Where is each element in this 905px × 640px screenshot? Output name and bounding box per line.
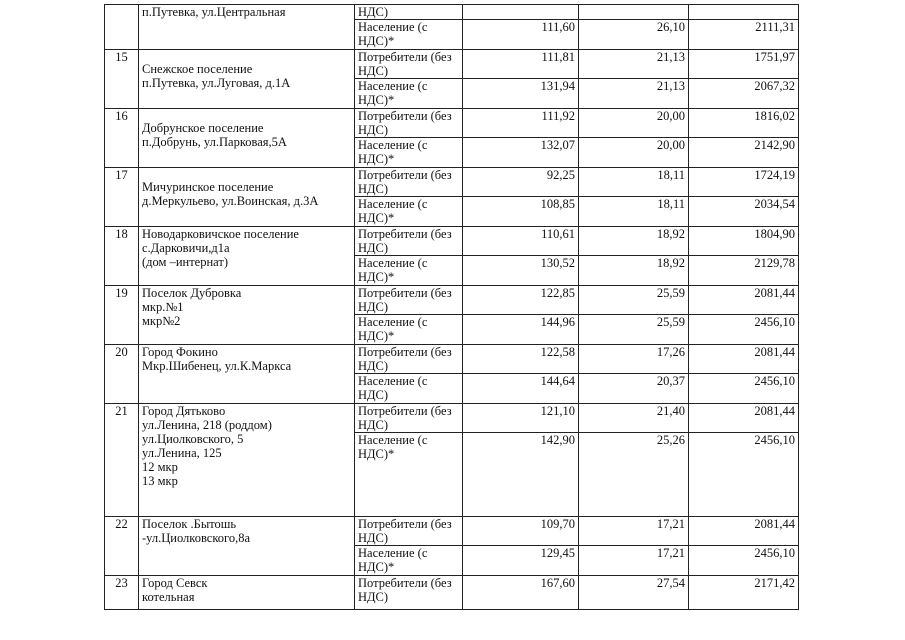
value-col-3: 2456,10 xyxy=(689,546,799,576)
location-cell xyxy=(139,286,355,345)
value-col-3: 1816,02 xyxy=(689,109,799,138)
location-cell xyxy=(139,109,355,168)
location-line: п.Путевка, ул.Луговая, д.1А xyxy=(142,76,291,90)
consumer-category: Население (с НДС)* xyxy=(355,79,463,109)
value-col-3: 2456,10 xyxy=(689,374,799,404)
location-line: Мичуринское поселение xyxy=(142,180,274,194)
value-col-3 xyxy=(689,5,799,20)
value-col-2: 20,37 xyxy=(579,374,689,404)
location-cell xyxy=(139,5,355,50)
location-line: п.Добрунь, ул.Парковая,5А xyxy=(142,135,287,149)
value-col-1: 142,90 xyxy=(463,433,579,517)
value-col-1: 144,64 xyxy=(463,374,579,404)
value-col-3: 2081,44 xyxy=(689,404,799,433)
table-row xyxy=(105,227,799,256)
location-line: 12 мкр xyxy=(142,460,178,474)
table-row xyxy=(105,109,799,138)
tariff-table-body xyxy=(105,5,799,610)
value-col-1: 108,85 xyxy=(463,197,579,227)
value-col-1: 132,07 xyxy=(463,138,579,168)
value-col-1: 121,10 xyxy=(463,404,579,433)
row-number: 23 xyxy=(105,576,139,610)
location-line: мкр№2 xyxy=(142,314,181,328)
consumer-category: Население (с НДС)* xyxy=(355,315,463,345)
value-col-2: 17,21 xyxy=(579,546,689,576)
value-col-2: 27,54 xyxy=(579,576,689,610)
table-row xyxy=(105,168,799,197)
consumer-category: Потребители (без НДС) xyxy=(355,517,463,546)
consumer-category: Население (с НДС)* xyxy=(355,256,463,286)
value-col-3: 1804,90 xyxy=(689,227,799,256)
consumer-category: Население (с НДС)* xyxy=(355,138,463,168)
value-col-1: 122,58 xyxy=(463,345,579,374)
value-col-2: 17,21 xyxy=(579,517,689,546)
location-line: ул.Ленина, 125 xyxy=(142,446,222,460)
consumer-category: Население (с НДС)* xyxy=(355,20,463,50)
location-line: мкр.№1 xyxy=(142,300,184,314)
location-line: Новодарковичское поселение xyxy=(142,227,299,241)
table-row xyxy=(105,286,799,315)
location-line: Снежское поселение xyxy=(142,62,253,76)
location-line: ул.Циолковского, 5 xyxy=(142,432,244,446)
value-col-3: 1724,19 xyxy=(689,168,799,197)
row-number: 18 xyxy=(105,227,139,286)
consumer-category: Население (с НДС)* xyxy=(355,546,463,576)
consumer-category: Потребители (без НДС) xyxy=(355,50,463,79)
location-line: (дом –интернат) xyxy=(142,255,228,269)
value-col-2: 25,59 xyxy=(579,315,689,345)
table-row xyxy=(105,517,799,546)
row-number: 19 xyxy=(105,286,139,345)
table-row xyxy=(105,576,799,610)
location-cell xyxy=(139,404,355,517)
value-col-3: 2067,32 xyxy=(689,79,799,109)
consumer-category: Население (с НДС)* xyxy=(355,197,463,227)
location-line: 13 мкр xyxy=(142,474,178,488)
value-col-2: 18,11 xyxy=(579,168,689,197)
location-cell xyxy=(139,168,355,227)
consumer-category: Потребители (без НДС) xyxy=(355,109,463,138)
value-col-2: 21,40 xyxy=(579,404,689,433)
value-col-1: 130,52 xyxy=(463,256,579,286)
consumer-category: Потребители (без НДС) xyxy=(355,286,463,315)
location-cell xyxy=(139,517,355,576)
location-line: Город Дятьково xyxy=(142,404,226,418)
row-number: 20 xyxy=(105,345,139,404)
location-line: Поселок .Бытошь xyxy=(142,517,237,531)
location-line: Город Севск xyxy=(142,576,208,590)
table-row xyxy=(105,50,799,79)
row-number: 21 xyxy=(105,404,139,517)
value-col-3: 2034,54 xyxy=(689,197,799,227)
value-col-3: 2081,44 xyxy=(689,517,799,546)
value-col-3: 1751,97 xyxy=(689,50,799,79)
value-col-1: 109,70 xyxy=(463,517,579,546)
consumer-category: Потребители (без НДС) xyxy=(355,576,463,610)
row-number: 17 xyxy=(105,168,139,227)
location-cell xyxy=(139,576,355,610)
row-number: 15 xyxy=(105,50,139,109)
value-col-1: 111,81 xyxy=(463,50,579,79)
value-col-3: 2081,44 xyxy=(689,345,799,374)
value-col-2: 18,92 xyxy=(579,227,689,256)
value-col-3: 2111,31 xyxy=(689,20,799,50)
table-row xyxy=(105,5,799,20)
location-line: -ул.Циолковского,8а xyxy=(142,531,251,545)
value-col-1: 110,61 xyxy=(463,227,579,256)
value-col-2: 25,59 xyxy=(579,286,689,315)
consumer-category: НДС) xyxy=(355,5,463,20)
value-col-3: 2171,42 xyxy=(689,576,799,610)
location-line: п.Путевка, ул.Центральная xyxy=(142,5,286,19)
value-col-1 xyxy=(463,5,579,20)
value-col-3: 2129,78 xyxy=(689,256,799,286)
value-col-2: 18,92 xyxy=(579,256,689,286)
value-col-2: 20,00 xyxy=(579,138,689,168)
value-col-3: 2456,10 xyxy=(689,315,799,345)
consumer-category: Потребители (без НДС) xyxy=(355,404,463,433)
value-col-1: 131,94 xyxy=(463,79,579,109)
location-line: Мкр.Шибенец, ул.К.Маркса xyxy=(142,359,292,373)
location-line: Город Фокино xyxy=(142,345,218,359)
consumer-category: Потребители (без НДС) xyxy=(355,227,463,256)
location-line: с.Дарковичи,д1а xyxy=(142,241,230,255)
value-col-1: 92,25 xyxy=(463,168,579,197)
location-line: Поселок Дубровка xyxy=(142,286,242,300)
value-col-2: 25,26 xyxy=(579,433,689,517)
location-line: Добрунское поселение xyxy=(142,121,264,135)
row-number: 22 xyxy=(105,517,139,576)
value-col-2: 20,00 xyxy=(579,109,689,138)
location-line: д.Меркульево, ул.Воинская, д.3А xyxy=(142,194,319,208)
consumer-category: Потребители (без НДС) xyxy=(355,168,463,197)
value-col-2: 17,26 xyxy=(579,345,689,374)
table-row xyxy=(105,345,799,374)
value-col-3: 2081,44 xyxy=(689,286,799,315)
table-row xyxy=(105,404,799,433)
value-col-2: 26,10 xyxy=(579,20,689,50)
value-col-2 xyxy=(579,5,689,20)
location-cell xyxy=(139,345,355,404)
value-col-1: 111,60 xyxy=(463,20,579,50)
value-col-1: 167,60 xyxy=(463,576,579,610)
value-col-1: 129,45 xyxy=(463,546,579,576)
consumer-category: Потребители (без НДС) xyxy=(355,345,463,374)
location-cell xyxy=(139,50,355,109)
value-col-2: 21,13 xyxy=(579,79,689,109)
location-line: котельная xyxy=(142,590,195,604)
row-number: 16 xyxy=(105,109,139,168)
value-col-1: 122,85 xyxy=(463,286,579,315)
value-col-2: 21,13 xyxy=(579,50,689,79)
location-cell xyxy=(139,227,355,286)
value-col-3: 2456,10 xyxy=(689,433,799,517)
location-line: ул.Ленина, 218 (роддом) xyxy=(142,418,272,432)
consumer-category: Население (с НДС)* xyxy=(355,433,463,517)
consumer-category: Население (с НДС) xyxy=(355,374,463,404)
value-col-1: 144,96 xyxy=(463,315,579,345)
value-col-3: 2142,90 xyxy=(689,138,799,168)
row-number xyxy=(105,5,139,50)
value-col-1: 111,92 xyxy=(463,109,579,138)
tariff-table xyxy=(104,4,799,610)
value-col-2: 18,11 xyxy=(579,197,689,227)
